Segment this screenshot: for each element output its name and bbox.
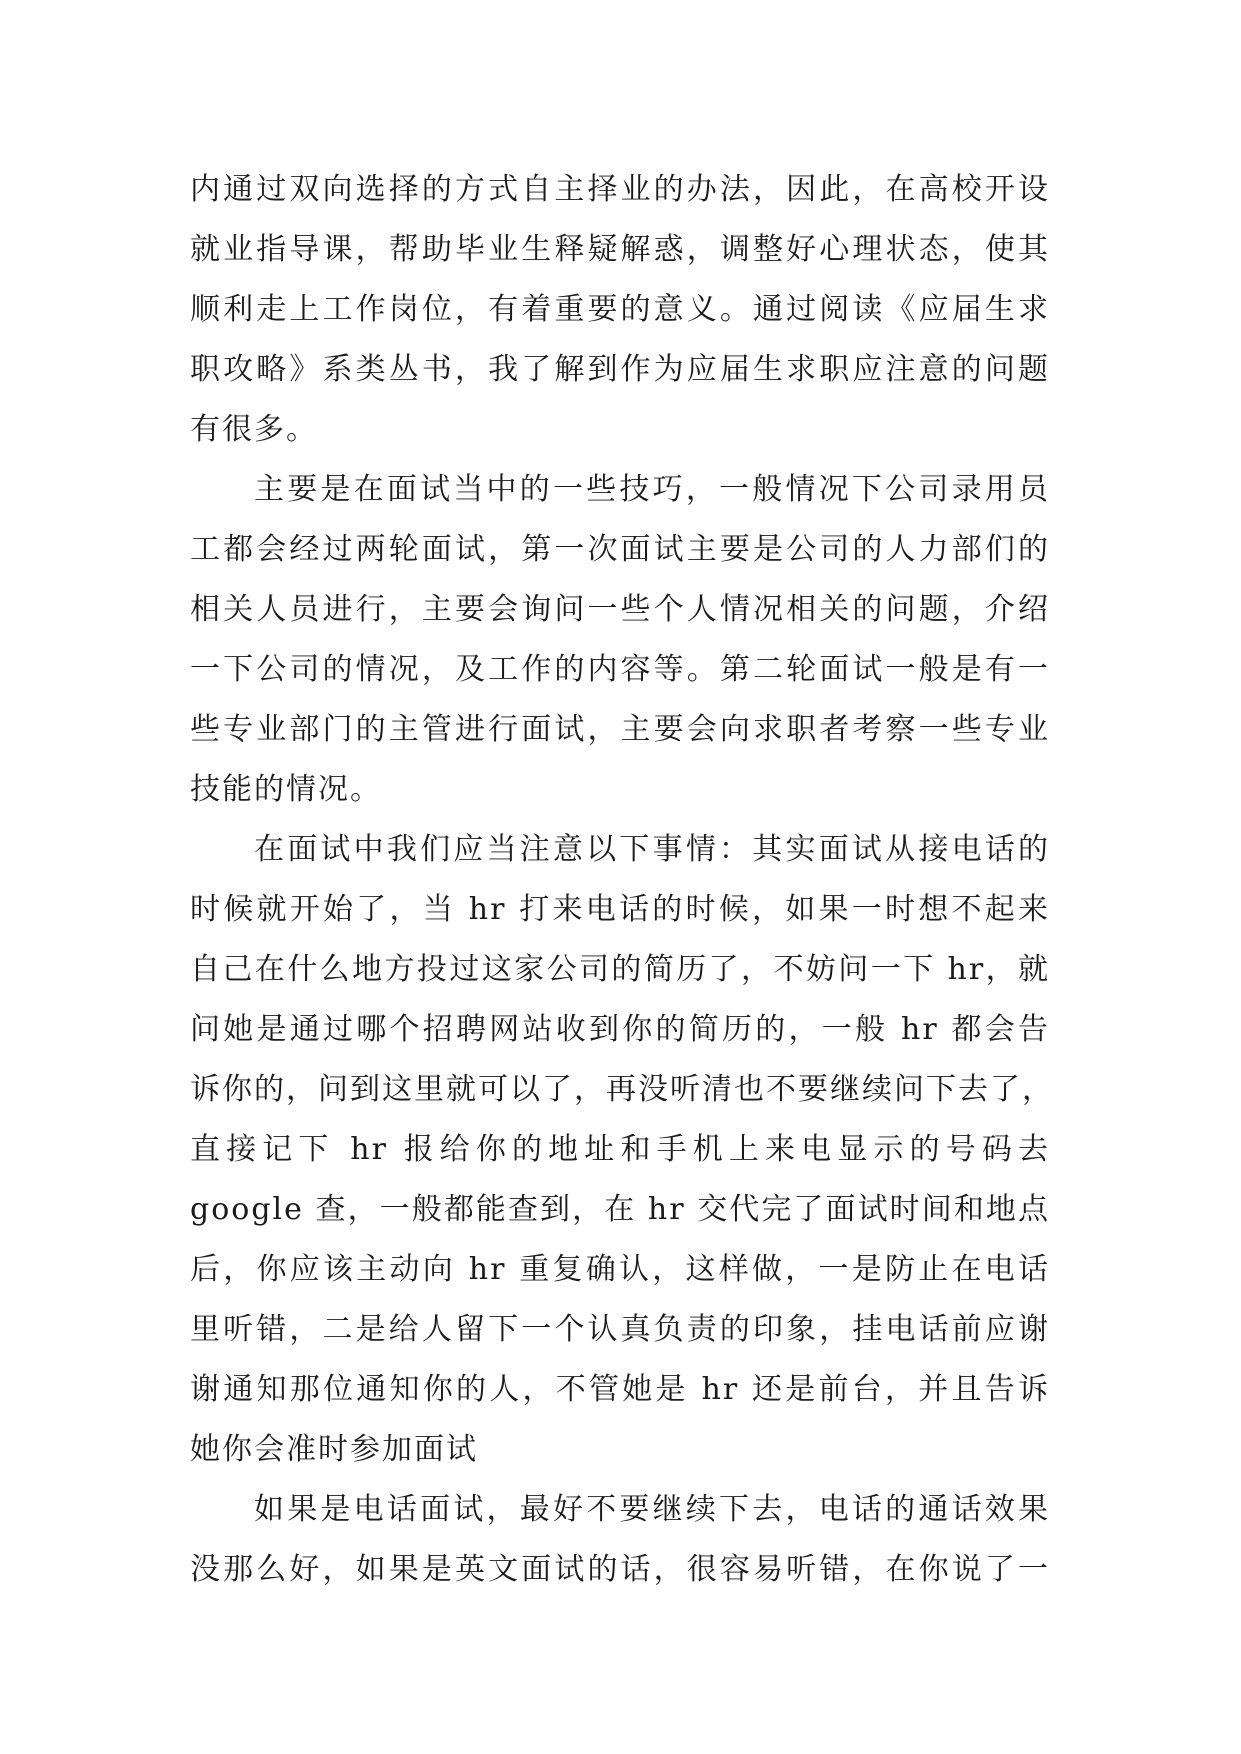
text-line: 如果是电话面试，最好不要继续下去，电话的通话效果	[254, 1492, 1050, 1527]
text-line: 工都会经过两轮面试，第一次面试主要是公司的人力部们的	[190, 532, 1050, 567]
paragraph	[190, 160, 1050, 460]
text-line: 些专业部门的主管进行面试，主要会向求职者考察一些专业	[190, 712, 1050, 747]
text-line: 内通过双向选择的方式自主择业的办法，因此，在高校开设	[190, 172, 1050, 207]
text-line: 自己在什么地方投过这家公司的简历了，不妨问一下 hr，就	[190, 952, 1050, 987]
document-body	[190, 160, 1054, 1600]
text-line: 问她是通过哪个招聘网站收到你的简历的，一般 hr 都会告	[190, 1012, 1050, 1047]
text-line: google 查，一般都能查到，在 hr 交代完了面试时间和地点	[190, 1192, 1050, 1227]
text-line: 相关人员进行，主要会询问一些个人情况相关的问题，介绍	[190, 592, 1050, 627]
text-line: 技能的情况。	[190, 772, 382, 807]
text-line: 谢通知那位通知你的人，不管她是 hr 还是前台，并且告诉	[190, 1372, 1050, 1407]
text-line: 诉你的，问到这里就可以了，再没听清也不要继续问下去了，	[190, 1072, 1054, 1107]
text-line: 职攻略》系类丛书，我了解到作为应届生求职应注意的问题	[190, 352, 1050, 387]
paragraph	[190, 460, 1050, 820]
paragraph	[190, 1480, 1050, 1600]
text-line: 主要是在面试当中的一些技巧，一般情况下公司录用员	[254, 472, 1050, 507]
text-line: 里听错，二是给人留下一个认真负责的印象，挂电话前应谢	[190, 1312, 1050, 1347]
paragraph	[190, 820, 1054, 1480]
text-line: 后，你应该主动向 hr 重复确认，这样做，一是防止在电话	[190, 1252, 1050, 1287]
text-line: 在面试中我们应当注意以下事情：其实面试从接电话的	[254, 832, 1050, 867]
text-line: 没那么好，如果是英文面试的话，很容易听错，在你说了一	[190, 1552, 1050, 1587]
text-line: 就业指导课，帮助毕业生释疑解惑，调整好心理状态，使其	[190, 232, 1050, 267]
text-line: 一下公司的情况，及工作的内容等。第二轮面试一般是有一	[190, 652, 1050, 687]
text-line: 顺利走上工作岗位，有着重要的意义。通过阅读《应届生求	[190, 292, 1050, 327]
text-line: 直接记下 hr 报给你的地址和手机上来电显示的号码去	[190, 1132, 1050, 1167]
text-line: 有很多。	[190, 412, 318, 447]
text-line: 她你会准时参加面试	[190, 1432, 478, 1467]
text-line: 时候就开始了，当 hr 打来电话的时候，如果一时想不起来	[190, 892, 1050, 927]
